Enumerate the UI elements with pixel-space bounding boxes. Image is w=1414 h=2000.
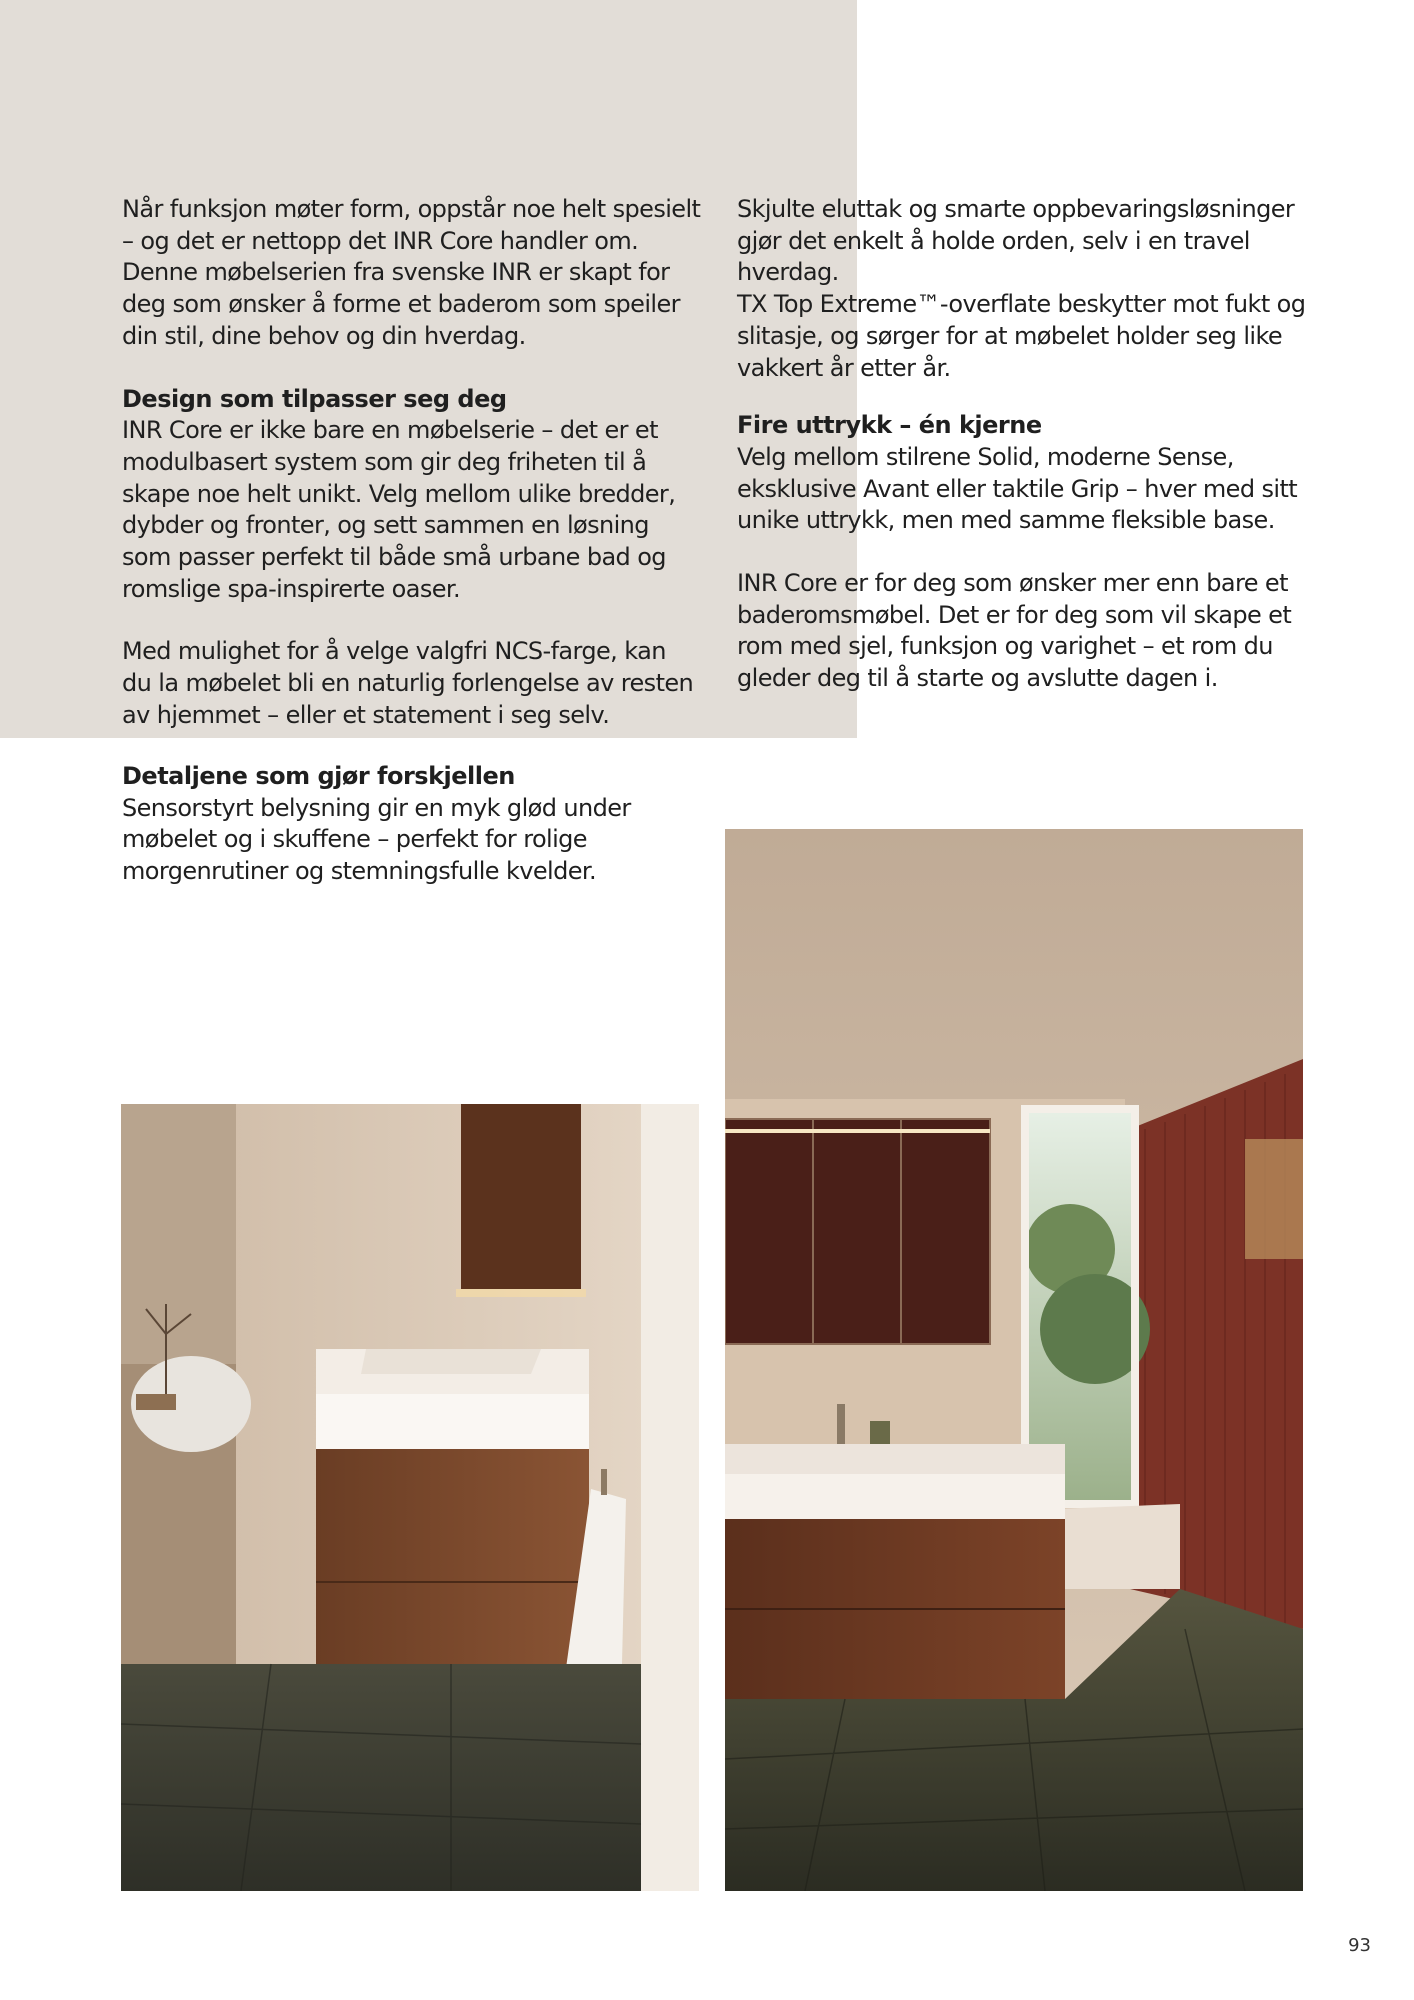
left-bottom-text <box>122 761 702 888</box>
bathroom-photo-right <box>725 829 1303 1891</box>
left-text-column <box>122 194 702 732</box>
paragraph-storage: Skjulte eluttak og smarte oppbevaringsløsninger gjør det enkelt å holde orden, selv i en travel hverdag. <box>737 195 1295 287</box>
section-paragraph-details: Sensorstyrt belysning gir en myk glød under møbelet og i skuffene – perfekt for rolige morgenrutiner og stemningsfulle kvelder. <box>122 793 631 886</box>
section-heading-details: Detaljene som gjør forskjellen <box>122 762 515 790</box>
section-heading-expressions: Fire uttrykk – én kjerne <box>737 411 1042 440</box>
bathroom-photo-left <box>121 1104 699 1891</box>
page-number: 93 <box>1348 1935 1371 1956</box>
section-paragraph-expressions: Velg mellom stilrene Solid, moderne Sense, eksklusive Avant eller taktile Grip – hver med sitt unike uttrykk, men med samme fleksible base. <box>737 442 1298 535</box>
intro-paragraph: Når funksjon møter form, oppstår noe helt spesielt – og det er nettopp det INR Core handler om. Denne møbelserien fra svenske INR er skapt for deg som ønsker å forme et baderom som speiler din stil, dine behov og din hverdag. <box>122 195 701 350</box>
paragraph-surface: TX Top Extreme™-overflate beskytter mot fukt og slitasje, og sørger for at møbelet holder seg like vakkert år etter år. <box>737 290 1306 382</box>
section-paragraph-design: INR Core er ikke bare en møbelserie – det er et modulbasert system som gir deg friheten til å skape noe helt unikt. Velg mellom ulike bredder, dybder og fronter, og sett sammen en løsning som passer perfekt til både små urbane bad og romslige spa-inspirerte oaser. <box>122 416 676 603</box>
section-paragraph-ncs: Med mulighet for å velge valgfri NCS-farge, kan du la møbelet bli en naturlig forlengelse av resten av hjemmet – eller et statement i seg selv. <box>122 637 694 729</box>
section-heading-design: Design som tilpasser seg deg <box>122 384 507 413</box>
right-text-column <box>737 194 1317 695</box>
closing-paragraph: INR Core er for deg som ønsker mer enn bare et baderomsmøbel. Det er for deg som vil skape et rom med sjel, funksjon og varighet – et rom du gleder deg til å starte og avslutte dagen i. <box>737 569 1292 693</box>
